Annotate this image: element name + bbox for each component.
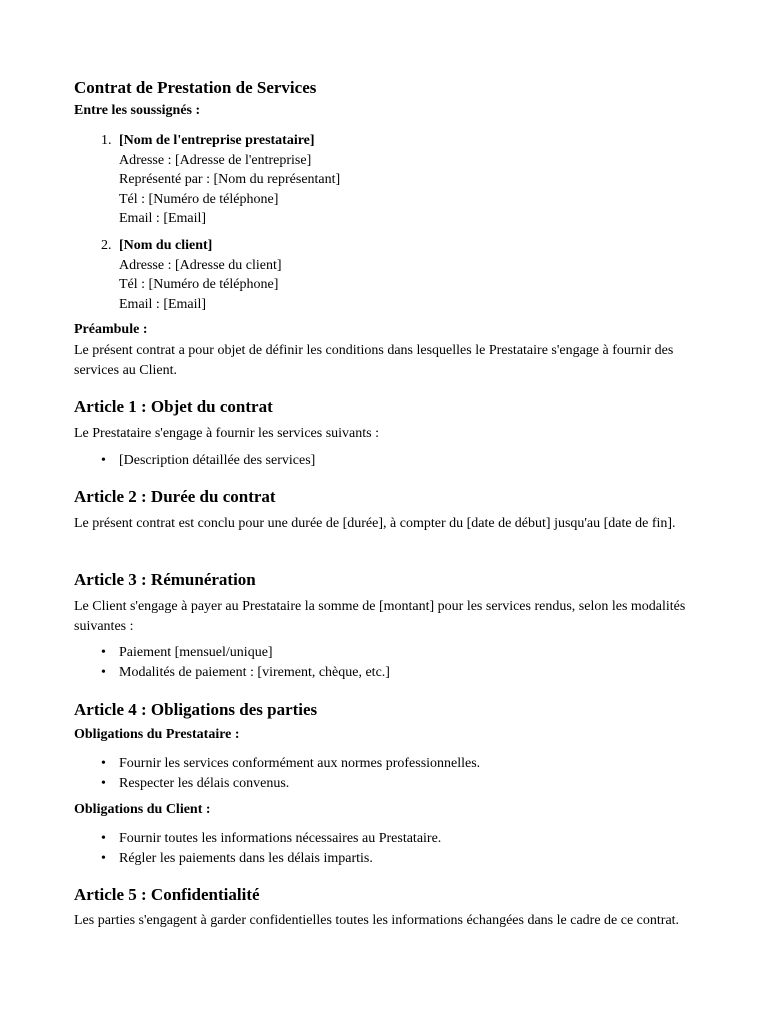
list-item: • [Description détaillée des services]	[74, 451, 315, 471]
bullet-icon: •	[101, 775, 106, 791]
between-label: Entre les soussignés :	[74, 103, 201, 118]
list-item: • Fournir les services conformément aux normes professionnelles.	[74, 754, 480, 774]
provider-obligations-list	[74, 754, 480, 793]
bullet-icon: •	[101, 756, 106, 771]
bullet-icon: •	[101, 453, 106, 468]
article-3-heading: Article 3 : Rémunération	[74, 570, 256, 589]
provider-obligations-label: Obligations du Prestataire :	[74, 727, 240, 742]
party-address: Adresse : [Adresse de l'entreprise]	[119, 152, 312, 168]
article-3-text: Le Client s'engage à payer au Prestataire la somme de [montant] pour les services rendus, selon les modalités suivantes :	[74, 599, 686, 634]
document-title: Contrat de Prestation de Services	[74, 78, 317, 97]
client-obligations-list	[74, 829, 441, 868]
party-representative: Représenté par : [Nom du représentant]	[119, 172, 341, 187]
party-number: 1.	[101, 133, 112, 148]
article-1-text: Le Prestataire s'engage à fournir les services suivants :	[74, 426, 379, 441]
party-provider	[101, 131, 341, 229]
article-3-bullets	[74, 643, 390, 682]
preamble-text: Le présent contrat a pour objet de définir les conditions dans lesquelles le Prestataire s'engage à fournir des services au Client.	[74, 343, 674, 378]
bullet-icon: •	[101, 664, 106, 680]
list-item: • Paiement [mensuel/unique]	[74, 643, 390, 663]
bullet-icon: •	[101, 831, 106, 846]
preamble-label: Préambule :	[74, 322, 148, 337]
article-5-heading: Article 5 : Confidentialité	[74, 885, 260, 904]
article-5-text: Les parties s'engagent à garder confidentielles toutes les informations échangées dans le cadre de ce contrat.	[74, 913, 680, 928]
party-address: Adresse : [Adresse du client]	[119, 257, 282, 273]
party-number: 2.	[101, 238, 112, 253]
bullet-icon: •	[101, 645, 106, 660]
article-2-text: Le présent contrat est conclu pour une durée de [durée], à compter du [date de début] jusqu'au [date de fin].	[74, 516, 676, 531]
list-item: • Modalités de paiement : [virement, chèque, etc.]	[74, 663, 390, 683]
party-client	[101, 236, 282, 314]
list-item: • Respecter les délais convenus.	[74, 774, 480, 794]
article-4-heading: Article 4 : Obligations des parties	[74, 700, 318, 719]
article-1-bullets	[74, 451, 315, 471]
client-obligations-label: Obligations du Client :	[74, 802, 211, 817]
party-phone: Tél : [Numéro de téléphone]	[119, 191, 279, 207]
party-name: [Nom du client]	[119, 238, 213, 253]
party-phone: Tél : [Numéro de téléphone]	[119, 277, 279, 292]
list-item: • Fournir toutes les informations nécessaires au Prestataire.	[74, 829, 441, 849]
article-1-heading: Article 1 : Objet du contrat	[74, 397, 273, 416]
party-name: [Nom de l'entreprise prestataire]	[119, 133, 315, 148]
bullet-icon: •	[101, 850, 106, 866]
article-2-heading: Article 2 : Durée du contrat	[74, 487, 276, 506]
list-item: • Régler les paiements dans les délais impartis.	[74, 849, 441, 869]
party-email: Email : [Email]	[119, 211, 207, 226]
party-email: Email : [Email]	[119, 296, 207, 312]
